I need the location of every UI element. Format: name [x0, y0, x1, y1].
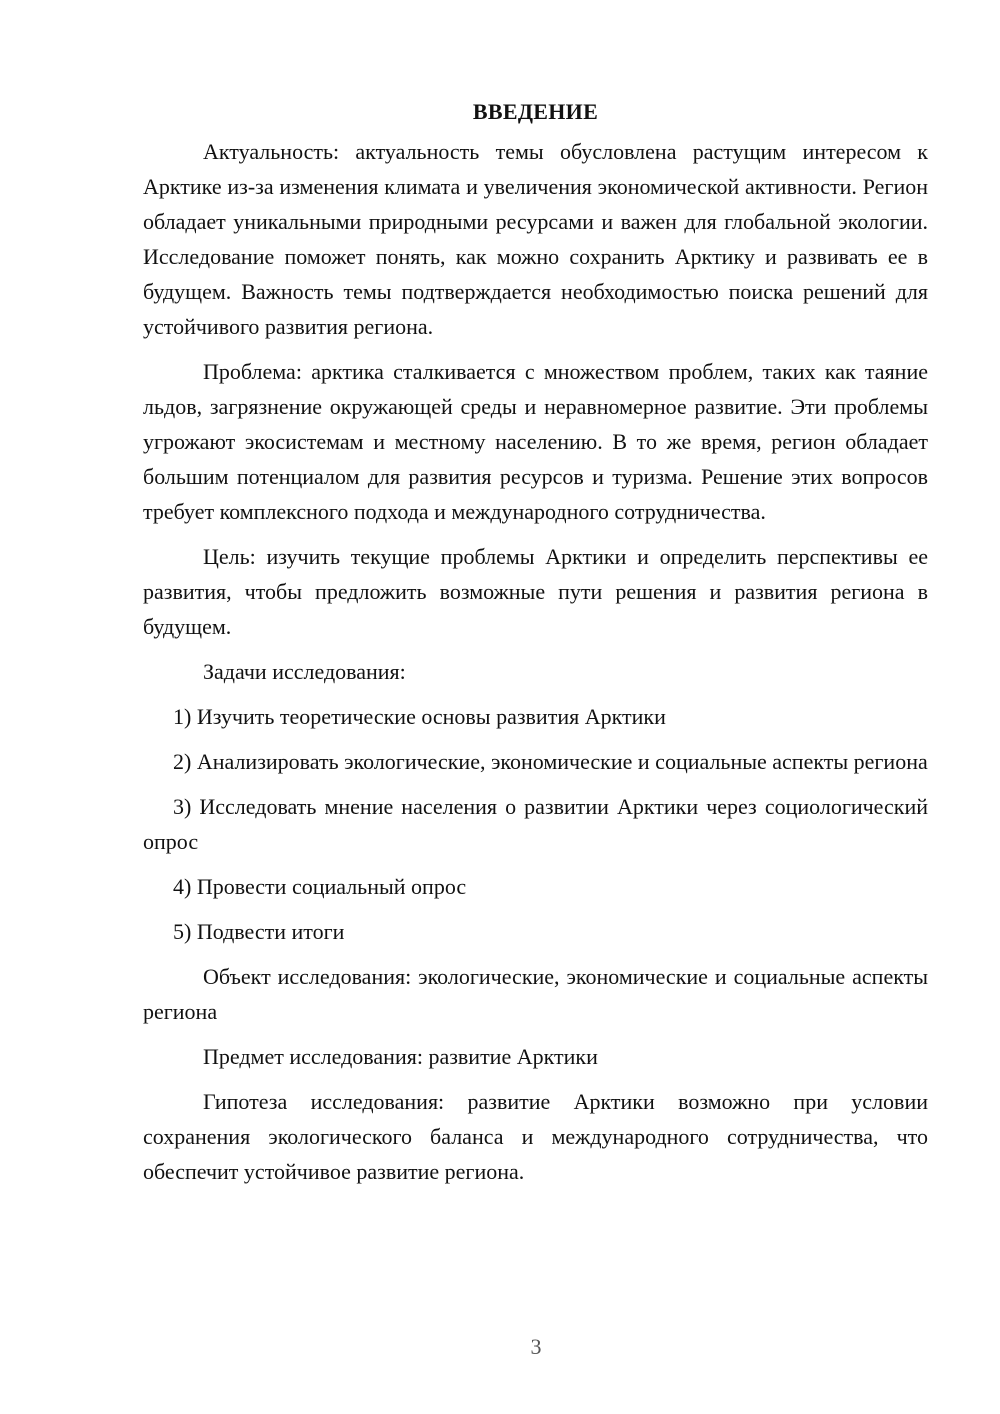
task-item: 5) Подвести итоги — [173, 919, 345, 944]
task-item: 3) Исследовать мнение населения о развитии Арктики через социологический опрос — [143, 794, 928, 854]
page-number: 3 — [530, 1334, 542, 1359]
task-item: 1) Изучить теоретические основы развития Арктики — [173, 704, 666, 729]
relevance-paragraph: Актуальность: актуальность темы обусловлена растущим интересом к Арктике из-за изменения климата и увеличения экономической активности. Регион обладает уникальными природными ресурсами и важен для глобальной экологии. Исследование поможет понять, как можно сохранить Арктику и развивать ее в будущем. Важность темы подтверждается необходимостью поиска решений для устойчивого развития региона. — [143, 139, 928, 339]
tasks-heading: Задачи исследования: — [203, 659, 406, 684]
problem-paragraph: Проблема: арктика сталкивается с множеством проблем, таких как таяние льдов, загрязнение окружающей среды и неравномерное развитие. Эти проблемы угрожают экосистемам и местному населению. В то же время, регион обладает большим потенциалом для развития ресурсов и туризма. Решение этих вопросов требует комплексного подхода и международного сотрудничества. — [143, 359, 928, 524]
task-item: 4) Провести социальный опрос — [173, 874, 467, 899]
subject-paragraph: Предмет исследования: развитие Арктики — [203, 1044, 598, 1069]
section-title: ВВЕДЕНИЕ — [472, 99, 599, 124]
object-paragraph: Объект исследования: экологические, экономические и социальные аспекты региона — [143, 964, 928, 1024]
hypothesis-paragraph: Гипотеза исследования: развитие Арктики возможно при условии сохранения экологического баланса и международного сотрудничества, что обеспечит устойчивое развитие региона. — [143, 1089, 928, 1184]
document-body — [143, 94, 928, 1199]
goal-paragraph: Цель: изучить текущие проблемы Арктики и определить перспективы ее развития, чтобы предложить возможные пути решения и развития региона в будущем. — [143, 544, 928, 639]
task-item: 2) Анализировать экологические, экономические и социальные аспекты региона — [173, 749, 928, 774]
